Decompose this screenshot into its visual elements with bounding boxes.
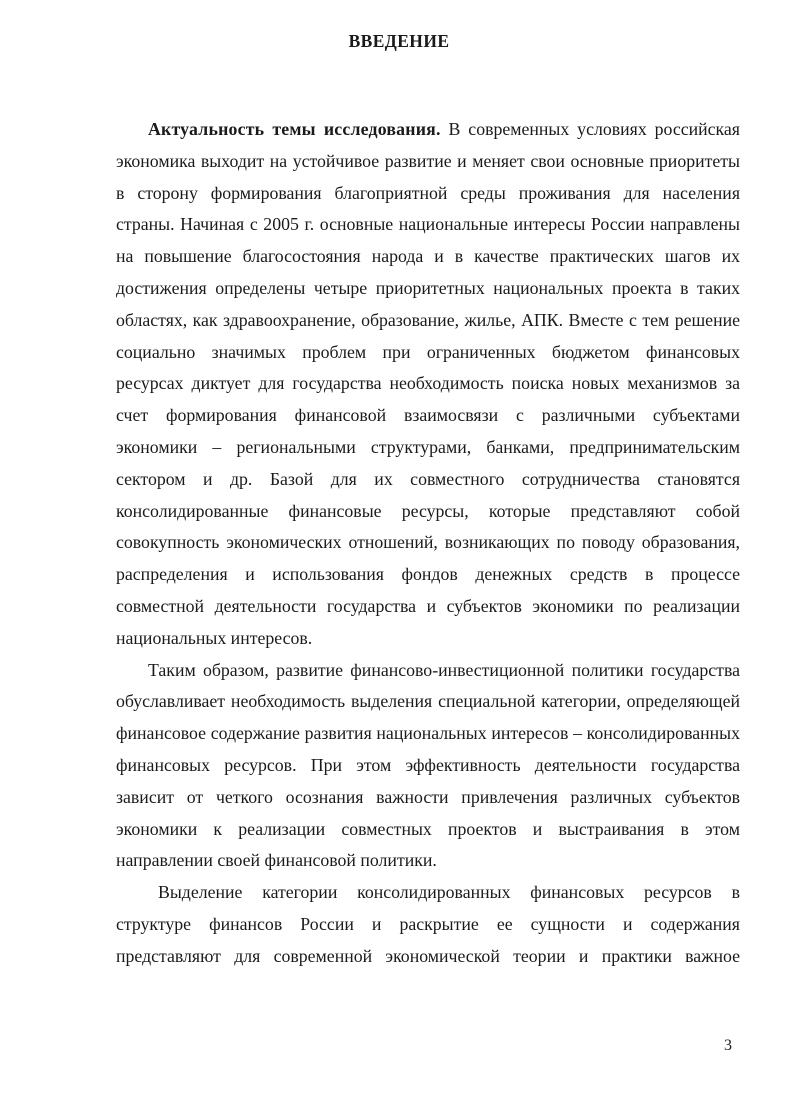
relevance-heading: Актуальность темы исследования. [148, 119, 441, 139]
paragraph-relevance [116, 114, 740, 655]
relevance-text: В современных условиях российская экономика выходит на устойчивое развитие и меняет свои основные приоритеты в сторону формирования благоприятной среды проживания для населения страны. Начиная с 2005 г. основные национальные интересы России направлены на повышение благосостояния народа и в качестве практических шагов их достижения определены четыре приоритетных национальных проекта в таких областях, как здравоохранение, образование, жилье, АПК. Вместе с тем решение социально значимых проблем при ограниченных бюджетом финансовых ресурсах диктует для государства необходимость поиска новых механизмов за счет формирования финансовой взаимосвязи с различными субъектами экономики – региональными структурами, банками, предпринимательским сектором и др. Базой для их совместного сотрудничества становятся консолидированные финансовые ресурсы, которые представляют собой совокупность экономических отношений, возникающих по поводу образования, распределения и использования фондов денежных средств в процессе совместной деятельности государства и субъектов экономики по реализации национальных интересов. [116, 119, 740, 648]
page-title: ВВЕДЕНИЕ [348, 31, 450, 51]
page-number: 3 [724, 1037, 732, 1054]
body-text [116, 114, 740, 973]
paragraph-policy: Таким образом, развитие финансово-инвестиционной политики государства обуславливает необходимость выделения специальной категории, определяющей финансовое содержание развития национальных интересов – консолидированных финансовых ресурсов. При этом эффективность деятельности государства зависит от четкого осознания важности привлечения различных субъектов экономики к реализации совместных проектов и выстраивания в этом направлении своей финансовой политики. [116, 659, 740, 871]
paragraph-category: Выделение категории консолидированных финансовых ресурсов в структуре финансов России и раскрытие ее сущности и содержания представляют для современной экономической теории и практики важное [116, 882, 740, 966]
